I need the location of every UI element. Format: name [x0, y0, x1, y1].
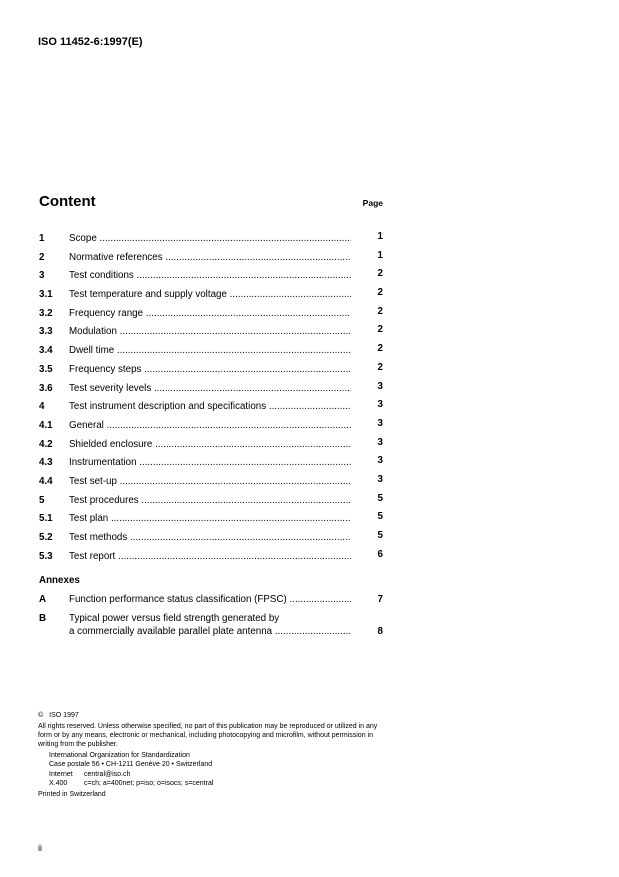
toc-entry[interactable]	[39, 416, 383, 435]
toc-entry-page: 2	[377, 343, 383, 355]
toc-entry-page: 2	[377, 361, 383, 373]
toc-entry-title: Dwell time .....	[69, 345, 351, 356]
toc-entry-title: Test temperature and supply voltage .....	[69, 289, 351, 300]
toc-entry-number: 1	[39, 233, 45, 244]
contents-heading: Content	[39, 193, 96, 210]
toc-entry[interactable]	[39, 248, 383, 267]
toc-entry-page: 2	[377, 287, 383, 299]
page-number: ii	[38, 843, 42, 853]
toc-entry[interactable]	[39, 435, 383, 454]
toc-entry-annex-b[interactable]	[39, 613, 383, 641]
toc-entry-number: 5.3	[39, 550, 53, 562]
toc-entry-title: Frequency steps .....	[69, 364, 351, 375]
toc-entry-page: 3	[377, 417, 383, 429]
toc-entry[interactable]	[39, 453, 383, 472]
toc-entry-title: General .....	[69, 420, 351, 431]
toc-entry-title: Test severity levels .....	[69, 383, 351, 394]
toc-entry[interactable]	[39, 266, 383, 285]
toc-entry-title: Frequency range .....	[69, 308, 351, 319]
toc-entry-title: Function performance status classification (FPSC) .....	[69, 594, 351, 605]
toc-entry-number: 4.2	[39, 438, 53, 450]
page-column-label: Page	[362, 198, 383, 208]
toc-entry-title: Test plan .....	[69, 513, 351, 524]
toc-entry-number: A	[39, 594, 47, 605]
toc-entry-page: 5	[377, 492, 383, 504]
toc-entry-number: 5	[39, 494, 45, 506]
toc-entry-page: 3	[377, 436, 383, 448]
toc-entry-annex-a[interactable]	[39, 594, 383, 608]
toc-entry-page: 6	[377, 548, 383, 560]
toc-entry-number: 4.4	[39, 475, 53, 487]
copyright-block	[38, 711, 388, 799]
copyright-org: International Organization for Standardization	[49, 752, 190, 760]
toc-entry-title: Scope .....	[69, 233, 351, 244]
toc-entry-number: 3.2	[39, 307, 53, 319]
toc-entry-number: 3.5	[39, 363, 53, 375]
toc-entry-page: 2	[377, 324, 383, 336]
x400-address: c=ch; a=400net; p=iso; o=isocs; s=central	[84, 779, 214, 787]
toc-entry-page: 8	[377, 626, 383, 637]
toc-entry-number: 3.3	[39, 326, 53, 338]
toc-entry-page: 3	[377, 473, 383, 485]
toc-entry-number: 3.1	[39, 289, 53, 301]
toc-entry-title: Shielded enclosure .....	[69, 439, 351, 450]
toc-entry-page: 2	[377, 268, 383, 280]
printed-in: Printed in Switzerland	[38, 790, 106, 798]
toc-entry[interactable]	[39, 341, 383, 360]
toc-entry[interactable]	[39, 360, 383, 379]
x400-label: X.400	[49, 779, 68, 787]
toc-entry-number: B	[39, 613, 47, 624]
toc-entry-page: 1	[377, 249, 383, 261]
toc-entry-page: 7	[377, 594, 383, 605]
toc-entry-page: 2	[377, 305, 383, 317]
toc-entry-page: 3	[377, 380, 383, 392]
toc-entry-number: 5.2	[39, 532, 53, 543]
toc-entry-number: 5.1	[39, 513, 53, 525]
document-id: ISO 11452-6:1997(E)	[38, 36, 143, 48]
internet-label: Internet	[49, 770, 73, 778]
toc-entry-number: 3.6	[39, 382, 53, 394]
copyright-address: Case postale 56 • CH-1211 Genève 20 • Switzerland	[49, 761, 213, 769]
annexes-heading: Annexes	[39, 575, 80, 586]
toc-entry-title: Test set-up .....	[69, 476, 351, 487]
toc-entry[interactable]	[39, 397, 383, 416]
toc-entry-number: 4.3	[39, 457, 53, 469]
toc-entry-page: 5	[377, 511, 383, 523]
toc-entry-title: Normative references .....	[69, 252, 351, 263]
table-of-contents	[39, 229, 383, 565]
toc-entry[interactable]	[39, 304, 383, 323]
toc-entry[interactable]	[39, 491, 383, 510]
toc-entry-number: 3.4	[39, 345, 53, 357]
toc-entry-title: Test methods .....	[69, 532, 351, 543]
toc-entry-title: Test report .....	[69, 551, 351, 562]
toc-entry-title: Instrumentation .....	[69, 457, 351, 468]
copyright-year: ISO 1997	[49, 712, 79, 719]
toc-entry[interactable]	[39, 322, 383, 341]
toc-entry[interactable]	[39, 509, 383, 528]
copyright-symbol: ©	[38, 712, 44, 719]
internet-address[interactable]: central@iso.ch	[84, 770, 131, 778]
copyright-rights: All rights reserved. Unless otherwise specified, no part of this publication may be reproduced or utilized in any form or by any means, electronic or mechanical, including photocopying and microfilm, without permission in writing from the publisher.	[38, 723, 378, 749]
toc-entry-page: 3	[377, 399, 383, 411]
toc-entry[interactable]	[39, 547, 383, 566]
toc-entry[interactable]	[39, 528, 383, 547]
toc-entry-page: 1	[377, 231, 383, 242]
toc-entry[interactable]	[39, 229, 383, 248]
toc-entry[interactable]	[39, 472, 383, 491]
toc-entry-number: 2	[39, 251, 45, 263]
toc-entry-number: 4.1	[39, 419, 53, 431]
toc-entry-title: Modulation .....	[69, 326, 351, 337]
toc-entry[interactable]	[39, 379, 383, 398]
toc-entry-title: Test procedures .....	[69, 495, 351, 506]
toc-entry-page: 3	[377, 455, 383, 467]
toc-entry[interactable]	[39, 285, 383, 304]
toc-entry-title-line1: Typical power versus field strength generated by	[69, 613, 280, 624]
toc-entry-title-line2: a commercially available parallel plate antenna .....	[69, 626, 351, 637]
toc-entry-title: Test conditions .....	[69, 270, 351, 281]
toc-entry-page: 5	[377, 530, 383, 541]
toc-entry-title: Test instrument description and specifications .....	[69, 401, 351, 412]
toc-entry-number: 4	[39, 401, 45, 413]
toc-entry-number: 3	[39, 270, 45, 282]
